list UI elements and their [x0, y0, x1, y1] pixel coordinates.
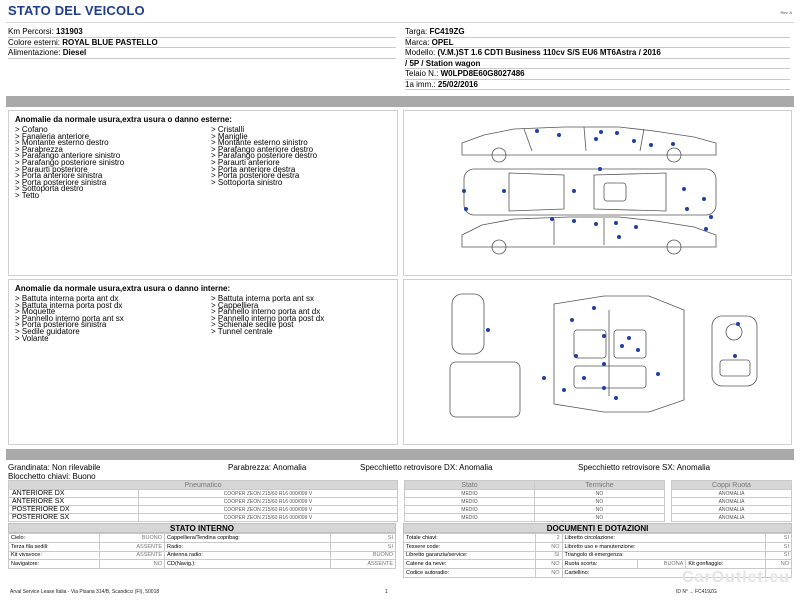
damage-markers: [462, 129, 713, 239]
table-row: Libretto garanzia/service: SI Triangolo di emergenza: SI: [404, 551, 792, 560]
footer-id: ID N° ... FC419ZG: [676, 589, 717, 595]
vehicle-info-left: [8, 27, 396, 59]
external-damage-panel: [8, 110, 398, 276]
list-item: > Fanaleria anteriore: [15, 131, 90, 141]
section-separator: [6, 96, 794, 107]
tyres-header-row: [9, 481, 792, 490]
list-item: > Moquette: [15, 307, 56, 317]
list-item: > Cappelliera: [211, 300, 259, 310]
table-row: Kit vivavoce: ASSENTE Antenna radio: BUONO: [9, 551, 396, 560]
windshield-status: Parabrezza: Anomalia: [228, 463, 307, 472]
tyre-state: MEDIO: [405, 506, 535, 514]
tyre-wheel-torque: ANOMALIA: [672, 514, 792, 522]
tyre-position: POSTERIORE DX: [9, 506, 139, 514]
list-item: > Pannello interno porta post dx: [211, 313, 325, 323]
tyre-position: POSTERIORE SX: [9, 514, 139, 522]
table-row: Terza fila sedili: ASSENTE Radio: SI: [9, 542, 396, 551]
model-value-cont: / 5P / Station wagon: [405, 58, 481, 68]
tyre-thermal: NO: [535, 506, 665, 514]
list-item: > Parabrezza: [15, 144, 63, 154]
right-mirror-status: Specchietto retrovisore DX: Anomalia: [360, 463, 493, 472]
info-row-plate: Targa: FC419ZG: [405, 27, 790, 38]
list-item: > Parafango posteriore destro: [211, 151, 318, 161]
list-item: > Battuta interna porta ant sx: [211, 294, 314, 303]
hail-status: Grandinata: Non rilevabile: [8, 463, 101, 472]
car-exterior-diagram: [404, 111, 793, 277]
tyre-state: MEDIO: [405, 514, 535, 522]
list-item: > Schienale sedile post: [211, 320, 294, 330]
list-item: > Montante esterno destro: [15, 138, 109, 148]
info-row-registration: 1a imm.: 25/02/2016: [405, 80, 790, 91]
documents-header: DOCUMENTI E DOTAZIONI: [403, 523, 792, 533]
tyre-thermal: NO: [535, 514, 665, 522]
external-list-col2: [211, 127, 317, 186]
tyre-model: COOPER ZEON 215/60 R16 000/099 V: [139, 498, 398, 506]
car-interior-diagram: [404, 280, 793, 446]
list-item: > Tetto: [15, 190, 40, 200]
info-row-fuel: Alimentazione: Diesel: [8, 48, 396, 59]
list-item: > Sedile guidatore: [15, 326, 80, 336]
list-item: > Paraurti posteriore: [15, 164, 88, 174]
list-item: > Cristalli: [211, 125, 245, 134]
revision-label: Rev. A: [780, 10, 792, 15]
left-mirror-status: Specchietto retrovisore SX: Anomalia: [578, 463, 711, 472]
table-row: [9, 506, 792, 514]
list-item: > Porta posteriore destra: [211, 171, 300, 181]
list-item: > Parafango posteriore sinistro: [15, 157, 125, 167]
external-car-diagram: [403, 110, 792, 276]
list-item: > Battuta interna porta ant dx: [15, 294, 119, 303]
internal-state-table: [8, 533, 396, 569]
model-value: (V.M.)ST 1.6 CDTI Business 110cv S/S EU6 MT6Astra / 2016: [437, 48, 661, 57]
color-value: ROYAL BLUE PASTELLO: [62, 37, 158, 47]
table-row: [9, 514, 792, 522]
damage-markers: [486, 306, 740, 400]
internal-list-col2: [211, 296, 324, 336]
key-lock-status: Blocchetto chiavi: Buono: [8, 472, 96, 481]
list-item: > Parafango anteriore sinistro: [15, 151, 121, 161]
info-row-model: Modello: (V.M.)ST 1.6 CDTI Business 110cv S/S EU6 MT6Astra / 2016: [405, 48, 790, 59]
vehicle-info-right: [405, 27, 790, 90]
table-row: Tessere code: NO Libretto uso e manutenzione: SI: [404, 542, 792, 551]
table-row: Cielo: BUONO Cappelliera/Tendina copribag: SI: [9, 534, 396, 543]
list-item: > Porta posteriore sinistra: [15, 177, 107, 187]
table-row: Codice autoradio: NO Cartellino:: [404, 569, 792, 578]
tyre-thermal-header: Termiche: [535, 481, 665, 490]
list-item: > Volante: [15, 333, 49, 343]
make-value: OPEL: [431, 37, 454, 47]
table-row: Navigatore: NO CD(Navig.): ASSENTE: [9, 560, 396, 569]
title-divider: [6, 22, 794, 23]
tyre-state: MEDIO: [405, 490, 535, 498]
info-row-km: Km Percorsi: 131903: [8, 27, 396, 38]
km-value: 131903: [56, 27, 83, 36]
footer-company: Arval Service Lease Italia - Via Pisana 314/B, Scandicci (FI), 50018: [10, 589, 160, 595]
info-row-color: Colore esterni: ROYAL BLUE PASTELLO: [8, 38, 396, 49]
internal-car-diagram: [403, 279, 792, 445]
tyre-state-header: Stato: [405, 481, 535, 490]
list-item: > Sottoporta sinistro: [211, 177, 283, 187]
list-item: > Parafango anteriore destro: [211, 144, 314, 154]
tyre-position: ANTERIORE DX: [9, 490, 139, 498]
internal-list-col1: [15, 296, 124, 342]
tyre-model: COOPER ZEON 215/60 R16 000/099 V: [139, 506, 398, 514]
list-item: > Porta anteriore sinistra: [15, 171, 103, 181]
tyre-state: MEDIO: [405, 498, 535, 506]
list-item: > Montante esterno sinistro: [211, 138, 308, 148]
list-item: > Tunnel centrale: [211, 326, 273, 336]
tyre-model: COOPER ZEON 215/60 R16 000/099 V: [139, 514, 398, 522]
vin-value: W0LPD8E60G8027486: [440, 69, 525, 78]
registration-value: 25/02/2016: [437, 79, 478, 89]
list-item: > Maniglie: [211, 131, 248, 141]
fuel-value: Diesel: [62, 48, 87, 57]
table-row: [9, 498, 792, 506]
internal-damage-panel: [8, 279, 398, 445]
tyre-wheel-torque-header: Coppi Ruota: [672, 481, 792, 490]
list-item: > Cofano: [15, 125, 48, 134]
tyre-thermal: NO: [535, 490, 665, 498]
info-row-make: Marca: OPEL: [405, 38, 790, 49]
tyre-wheel-torque: ANOMALIA: [672, 490, 792, 498]
internal-damage-title: Anomalie da normale usura,extra usura o danno interne:: [15, 284, 231, 293]
table-row: [9, 490, 792, 498]
list-item: > Pannello interno porta ant sx: [15, 313, 124, 323]
watermark-logo: CarOutlet.eu: [681, 569, 790, 586]
summary-left: [8, 463, 101, 481]
tyre-thermal: NO: [535, 498, 665, 506]
tyre-wheel-torque: ANOMALIA: [672, 498, 792, 506]
tyre-wheel-torque: ANOMALIA: [672, 506, 792, 514]
list-item: > Paraurti anteriore: [211, 157, 280, 167]
table-row: Totale chiavi: 2 Libretto circolazione: SI: [404, 534, 792, 543]
list-item: > Porta anteriore destra: [211, 164, 296, 174]
tyres-table: [8, 480, 792, 522]
tyre-model-header: Pneumatico: [9, 481, 398, 490]
table-row: Catene da neve: NO Ruota scorta: BUONA Kit gonfiaggio: NO: [404, 560, 792, 569]
tyre-position: ANTERIORE SX: [9, 498, 139, 506]
tyre-model: COOPER ZEON 215/60 R16 000/099 V: [139, 490, 398, 498]
list-item: > Battuta interna porta post dx: [15, 300, 123, 310]
info-row-model-cont: [405, 59, 790, 70]
info-row-vin: Telaio N.: W0LPD8E60G8027486: [405, 69, 790, 80]
section-separator: [6, 449, 794, 460]
list-item: > Porta posteriore sinistra: [15, 320, 107, 330]
list-item: > Sottoporta destro: [15, 184, 84, 194]
page-title: STATO DEL VEICOLO: [8, 3, 145, 18]
list-item: > Pannello interno porta ant dx: [211, 307, 321, 317]
external-damage-title: Anomalie da normale usura,extra usura o danno esterne:: [15, 115, 232, 124]
external-list-col1: [15, 127, 124, 200]
plate-value: FC419ZG: [429, 27, 465, 36]
footer-page-number: 1: [385, 589, 388, 595]
internal-state-header: STATO INTERNO: [8, 523, 396, 533]
